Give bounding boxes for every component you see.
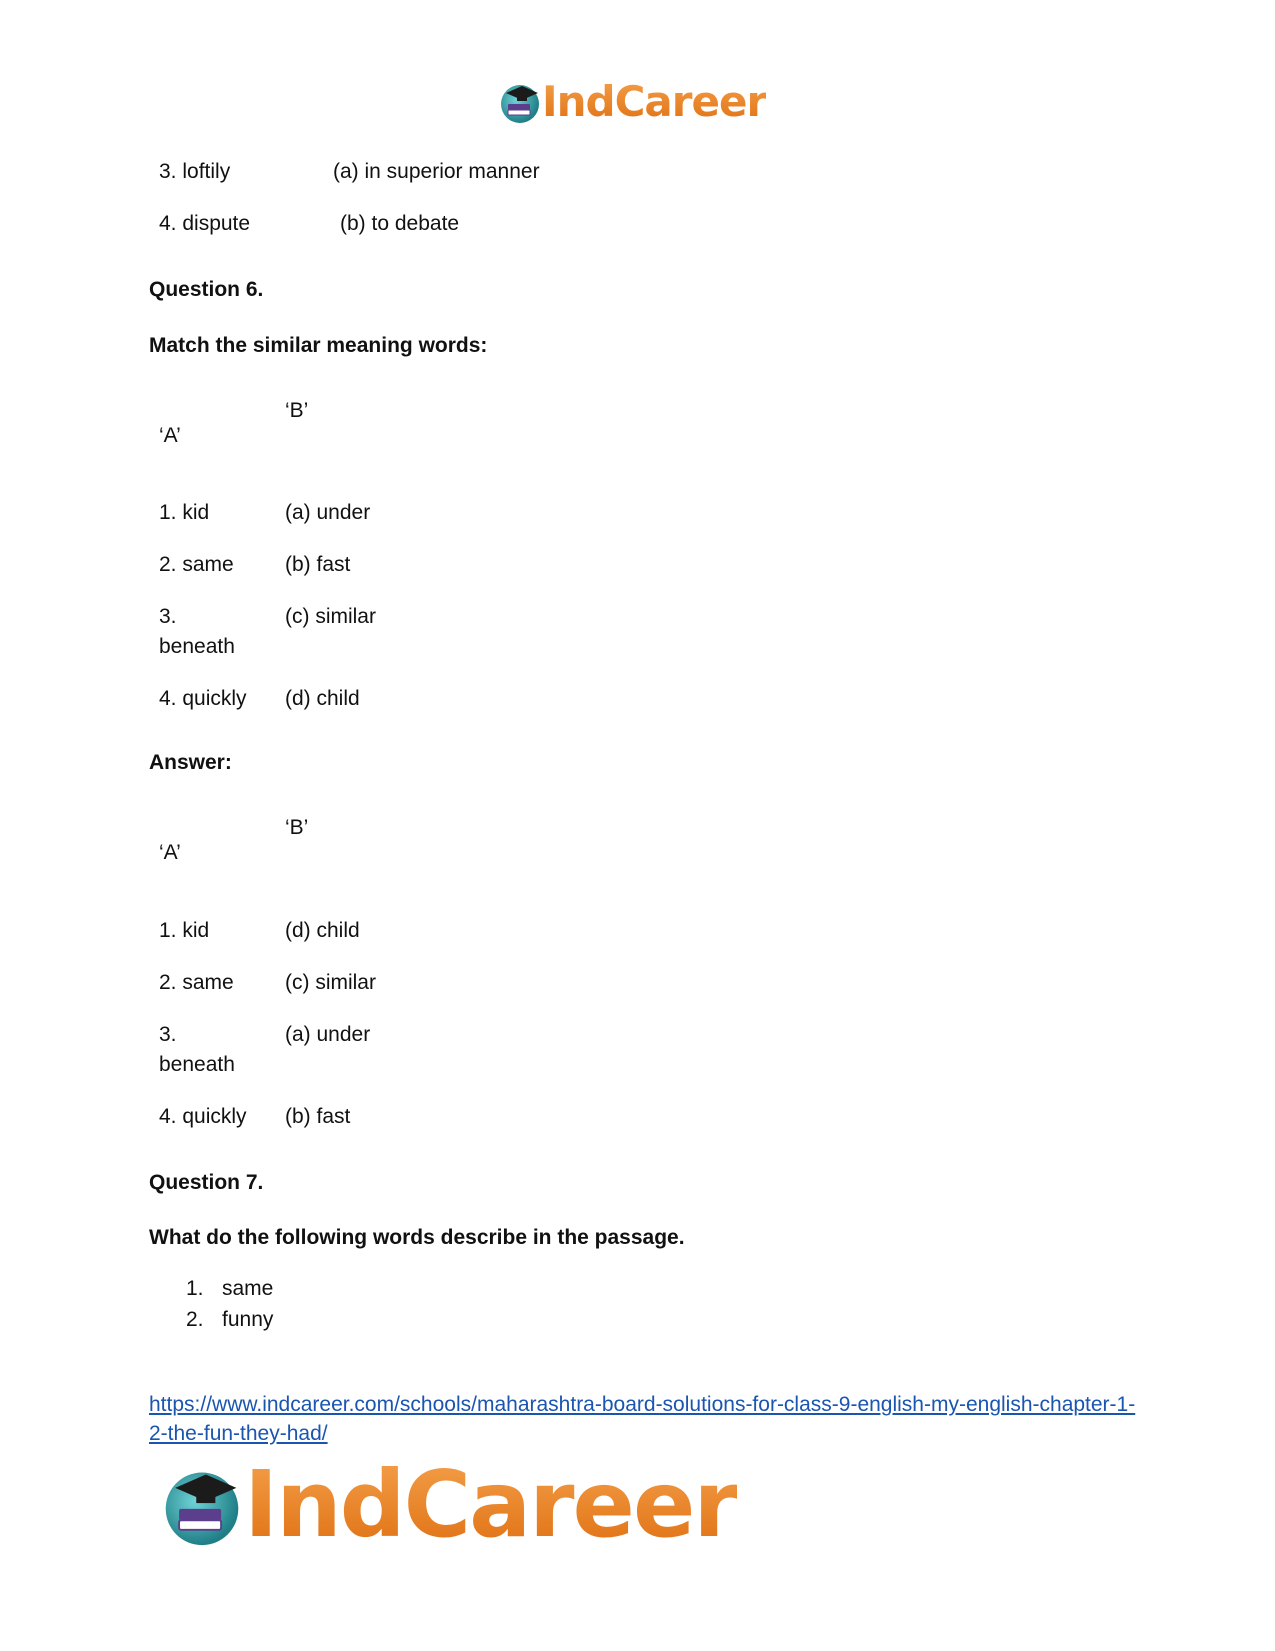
q6-row-word: 2. same: [159, 553, 234, 576]
header-logo: [498, 78, 766, 126]
q6-row-meaning: (c) similar: [285, 605, 376, 628]
q6-column-a-header: ‘A’: [159, 424, 181, 447]
q6-row-word: 1. kid: [159, 501, 210, 524]
answer-column-b-header: ‘B’: [285, 816, 309, 839]
footer-logo-text: IndCareer: [244, 1451, 737, 1558]
question-6-prompt: Match the similar meaning words:: [149, 334, 488, 357]
answer-row-word-line2: beneath: [159, 1053, 235, 1076]
q6-row-word: 4. quickly: [159, 687, 247, 710]
answer-row-meaning: (b) fast: [285, 1105, 351, 1128]
answer-row-word: 4. quickly: [159, 1105, 247, 1128]
prev-row-word: 3. loftily: [159, 160, 231, 183]
graduation-book-icon: [498, 80, 542, 124]
question-7-prompt: What do the following words describe in the passage.: [149, 1226, 685, 1249]
prev-row-meaning: (b) to debate: [340, 212, 460, 235]
q6-row-meaning: (a) under: [285, 501, 371, 524]
list-item: [186, 1276, 273, 1302]
footer-logo: [160, 1451, 737, 1558]
list-item-text: funny: [222, 1308, 274, 1331]
answer-row-word-line1: 3.: [159, 1023, 177, 1046]
answer-row-meaning: (d) child: [285, 919, 360, 942]
question-7-title: Question 7.: [149, 1171, 264, 1194]
header-logo-text: IndCareer: [542, 77, 767, 126]
answer-row-meaning: (c) similar: [285, 971, 376, 994]
question-6-title: Question 6.: [149, 278, 264, 301]
q6-row-meaning: (d) child: [285, 687, 360, 710]
answer-row-meaning: (a) under: [285, 1023, 371, 1046]
answer-title: Answer:: [149, 751, 232, 774]
answer-column-a-header: ‘A’: [159, 841, 181, 864]
source-link[interactable]: https://www.indcareer.com/schools/maharashtra-board-solutions-for-class-9-english-my-english-chapter-1-2-the-fun-they-had/: [149, 1393, 1136, 1445]
answer-row-word: 1. kid: [159, 919, 210, 942]
graduation-book-icon: [160, 1463, 244, 1547]
list-item: [186, 1307, 273, 1333]
answer-row-word: 2. same: [159, 971, 234, 994]
prev-row-meaning: (a) in superior manner: [333, 160, 540, 183]
q6-row-word-line1: 3.: [159, 605, 177, 628]
q6-row-word-line2: beneath: [159, 635, 235, 658]
list-item-number: 1.: [186, 1277, 204, 1300]
q6-row-meaning: (b) fast: [285, 553, 351, 576]
list-item-number: 2.: [186, 1308, 204, 1331]
q6-column-b-header: ‘B’: [285, 399, 309, 422]
list-item-text: same: [222, 1277, 274, 1300]
prev-row-word: 4. dispute: [159, 212, 251, 235]
